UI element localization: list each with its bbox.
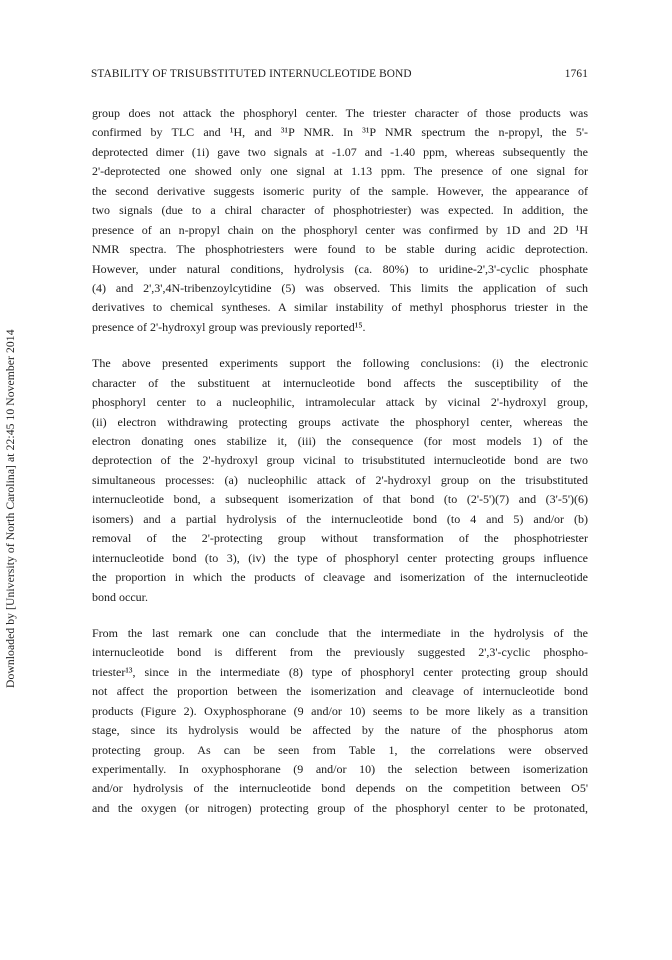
paragraph-3 — [92, 624, 588, 818]
running-header — [91, 68, 588, 84]
text-line: triester¹³, since in the intermediate (8) type of phosphoryl center protecting group should — [92, 664, 588, 679]
text-line: bond occur. — [92, 589, 148, 604]
running-title: STABILITY OF TRISUBSTITUTED INTERNUCLEOTIDE BOND — [91, 68, 412, 80]
text-line: removal of the 2'-protecting group without transformation of the phosphotriester — [92, 531, 588, 546]
text-line: confirmed by TLC and ¹H, and ³¹P NMR. In ³¹P NMR spectrum the n-propyl, the 5'- — [92, 125, 588, 140]
text-line: phosphoryl center to a nucleophilic, intramolecular attack by vicinal 2'-hydroxyl group, — [92, 395, 588, 410]
text-line: NMR spectra. The phosphotriesters were found to be stable during acidic deprotection. — [92, 242, 588, 257]
article-body — [92, 104, 588, 818]
text-line: and/or hydrolysis of the internucleotide bond depends on the competition between O5' — [92, 781, 588, 796]
text-line: simultaneous processes: (a) nucleophilic attack of 2'-hydroxyl group on the trisubstituted — [92, 472, 588, 487]
text-line: protecting group. As can be seen from Table 1, the correlations were observed — [92, 742, 588, 757]
paragraph-1 — [92, 104, 588, 337]
text-line: the second derivative suggests isomeric purity of the sample. However, the appearance of — [92, 183, 588, 198]
text-line: 2'-deprotected one showed only one signal at 1.13 ppm. The presence of one signal for — [92, 164, 588, 179]
text-line: not affect the proportion between the isomerization and cleavage of internucleotide bond — [92, 684, 588, 699]
text-line: derivatives to chemical syntheses. A similar instability of methyl phosphorus triester in the — [92, 300, 588, 315]
paragraph-spacer — [92, 337, 588, 354]
paragraph-2 — [92, 354, 588, 607]
text-line: From the last remark one can conclude that the intermediate in the hydrolysis of the — [92, 625, 588, 640]
text-line: internucleotide bond, a subsequent isomerization of that bond (to (2'-5')(7) and (3'-5')(6) — [92, 492, 588, 507]
text-line: presence of 2'-hydroxyl group was previously reported¹⁵. — [92, 319, 366, 334]
text-line: character of the substituent at internucleotide bond affects the susceptibility of the — [92, 375, 588, 390]
text-line: isomers) and a partial hydrolysis of the internucleotide bond (to 4 and 5) and/or (b) — [92, 511, 588, 526]
text-line: the proportion in which the products of cleavage and isomerization of the internucleotide — [92, 570, 588, 585]
text-line: stage, since its hydrolysis would be affected by the nature of the phosphorus atom — [92, 723, 588, 738]
text-line: deprotected dimer (1i) gave two signals at -1.07 and -1.40 ppm, whereas subsequently the — [92, 144, 588, 159]
download-watermark: Downloaded by [University of North Carolina] at 22:45 10 November 2014 — [4, 329, 17, 688]
text-line: The above presented experiments support the following conclusions: (i) the electronic — [92, 356, 588, 371]
text-line: electron donating ones stabilize it, (iii) the consequence (for most models 1) of the — [92, 434, 588, 448]
text-line: internucleotide bond is different from the previously suggested 2',3'-cyclic phospho- — [92, 645, 588, 660]
text-line: group does not attack the phosphoryl center. The triester character of those products was — [92, 106, 588, 120]
text-line: internucleotide bond (to 3), (iv) the type of phosphoryl center protecting groups influence — [92, 550, 588, 565]
text-line: (4) and 2',3',4N-tribenzoylcytidine (5) was observed. This limits the application of such — [92, 280, 588, 295]
text-line: presence of an n-propyl chain on the phosphoryl center was confirmed by 1D and 2D ¹H — [92, 222, 588, 237]
text-line: experimentally. In oxyphosphorane (9 and/or 10) the selection between isomerization — [92, 762, 588, 776]
paragraph-spacer — [92, 607, 588, 624]
text-line: products (Figure 2). Oxyphosphorane (9 and/or 10) seems to be more likely as a transition — [92, 703, 588, 718]
text-line: (ii) electron withdrawing protecting groups activate the phosphoryl center, whereas the — [92, 414, 588, 429]
page-number: 1761 — [564, 68, 588, 80]
text-line: and the oxygen (or nitrogen) protecting group of the phosphoryl center to be protonated, — [92, 800, 588, 815]
text-line: two signals (due to a chiral character of phosphotriester) was expected. In addition, the — [92, 203, 588, 218]
text-line: However, under natural conditions, hydrolysis (ca. 80%) to uridine-2',3'-cyclic phosphate — [92, 261, 588, 276]
text-line: deprotection of the 2'-hydroxyl group vicinal to trisubstituted internucleotide bond are two — [92, 453, 588, 468]
